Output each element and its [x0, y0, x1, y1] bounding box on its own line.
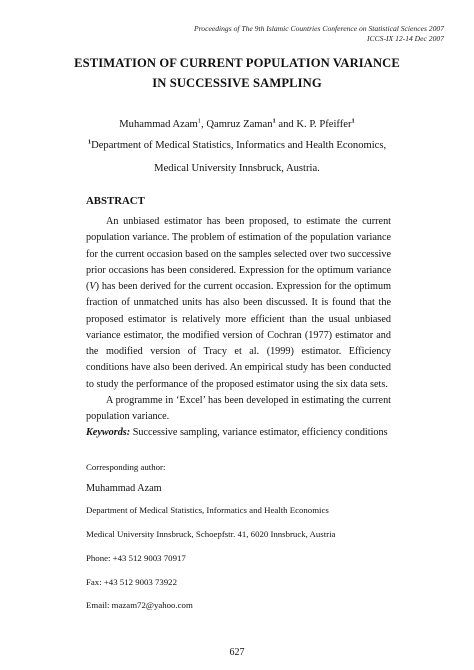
abstract-paragraph	[86, 214, 391, 393]
corresponding-fax: Fax: +43 512 9003 73922	[86, 577, 177, 587]
corresponding-name: Muhammad Azam	[86, 483, 162, 494]
keywords-line	[86, 425, 391, 441]
conference-header-line2: ICCS-IX 12-14 Dec 2007	[367, 34, 444, 43]
author-name: Qamruz Zaman	[206, 119, 273, 130]
author-affiliation-mark: 1	[197, 117, 202, 125]
author-separator: ,	[201, 119, 207, 130]
author-affiliation-mark: 1	[351, 117, 355, 125]
affiliation-line2: Medical University Innsbruck, Austria.	[154, 163, 320, 174]
author-name: K. P. Pfeiffer	[296, 119, 352, 130]
corresponding-department: Department of Medical Statistics, Informatics and Health Economics	[86, 505, 329, 515]
corresponding-label: Corresponding author:	[86, 462, 166, 472]
abstract-body	[86, 214, 391, 442]
page-number: 627	[229, 647, 245, 658]
corresponding-phone: Phone: +43 512 9003 70917	[86, 553, 186, 563]
abstract-heading: ABSTRACT	[86, 195, 145, 207]
variance-symbol: V	[89, 281, 96, 292]
keywords-text: Successive sampling, variance estimator, efficiency conditions	[130, 427, 388, 439]
conference-header-line1: Proceedings of The 9th Islamic Countries Conference on Statistical Sciences 2007	[194, 24, 444, 33]
affiliation-line1	[0, 140, 474, 151]
author-list	[0, 119, 474, 130]
corresponding-email: Email: mazam72@yahoo.com	[86, 600, 193, 610]
abstract-paragraph: A programme in ‘Excel’ has been developed in estimating the current population variance.	[86, 394, 391, 422]
affiliation-text: Department of Medical Statistics, Informatics and Health Economics,	[91, 140, 387, 151]
keywords-label: Keywords:	[86, 427, 131, 439]
paper-title-line2: IN SUCCESSIVE SAMPLING	[152, 76, 322, 90]
author-separator: and	[275, 119, 297, 130]
corresponding-address: Medical University Innsbruck, Schoepfstr. 41, 6020 Innsbruck, Austria	[86, 529, 336, 539]
abstract-text: ) has been derived for the current occasion. Expression for the optimum fraction of unmatched units has also been discussed. It is found that the proposed estimator is relatively more efficient than the usual unbiased variance estimator, the modified version of Cochran (1977) estimator and the modified version of Tracy et al. (1999) estimator. Efficiency conditions have also been derived. An empirical study has been conducted to study the performance of the proposed estimator using the six data sets.	[86, 281, 391, 390]
author-affiliation-mark: 1	[272, 117, 276, 125]
affiliation-mark: 1	[87, 138, 92, 146]
author-name: Muhammad Azam	[119, 119, 198, 130]
abstract-text: An unbiased estimator has been proposed, to estimate the current population variance. The problem of estimation of the population variance for the current occasion based on the samples selected over two successive prior occasions has been considered. Expression for the optimum variance (	[86, 216, 391, 292]
paper-title-line1: ESTIMATION OF CURRENT POPULATION VARIANCE	[74, 56, 400, 70]
conference-header	[194, 24, 444, 44]
